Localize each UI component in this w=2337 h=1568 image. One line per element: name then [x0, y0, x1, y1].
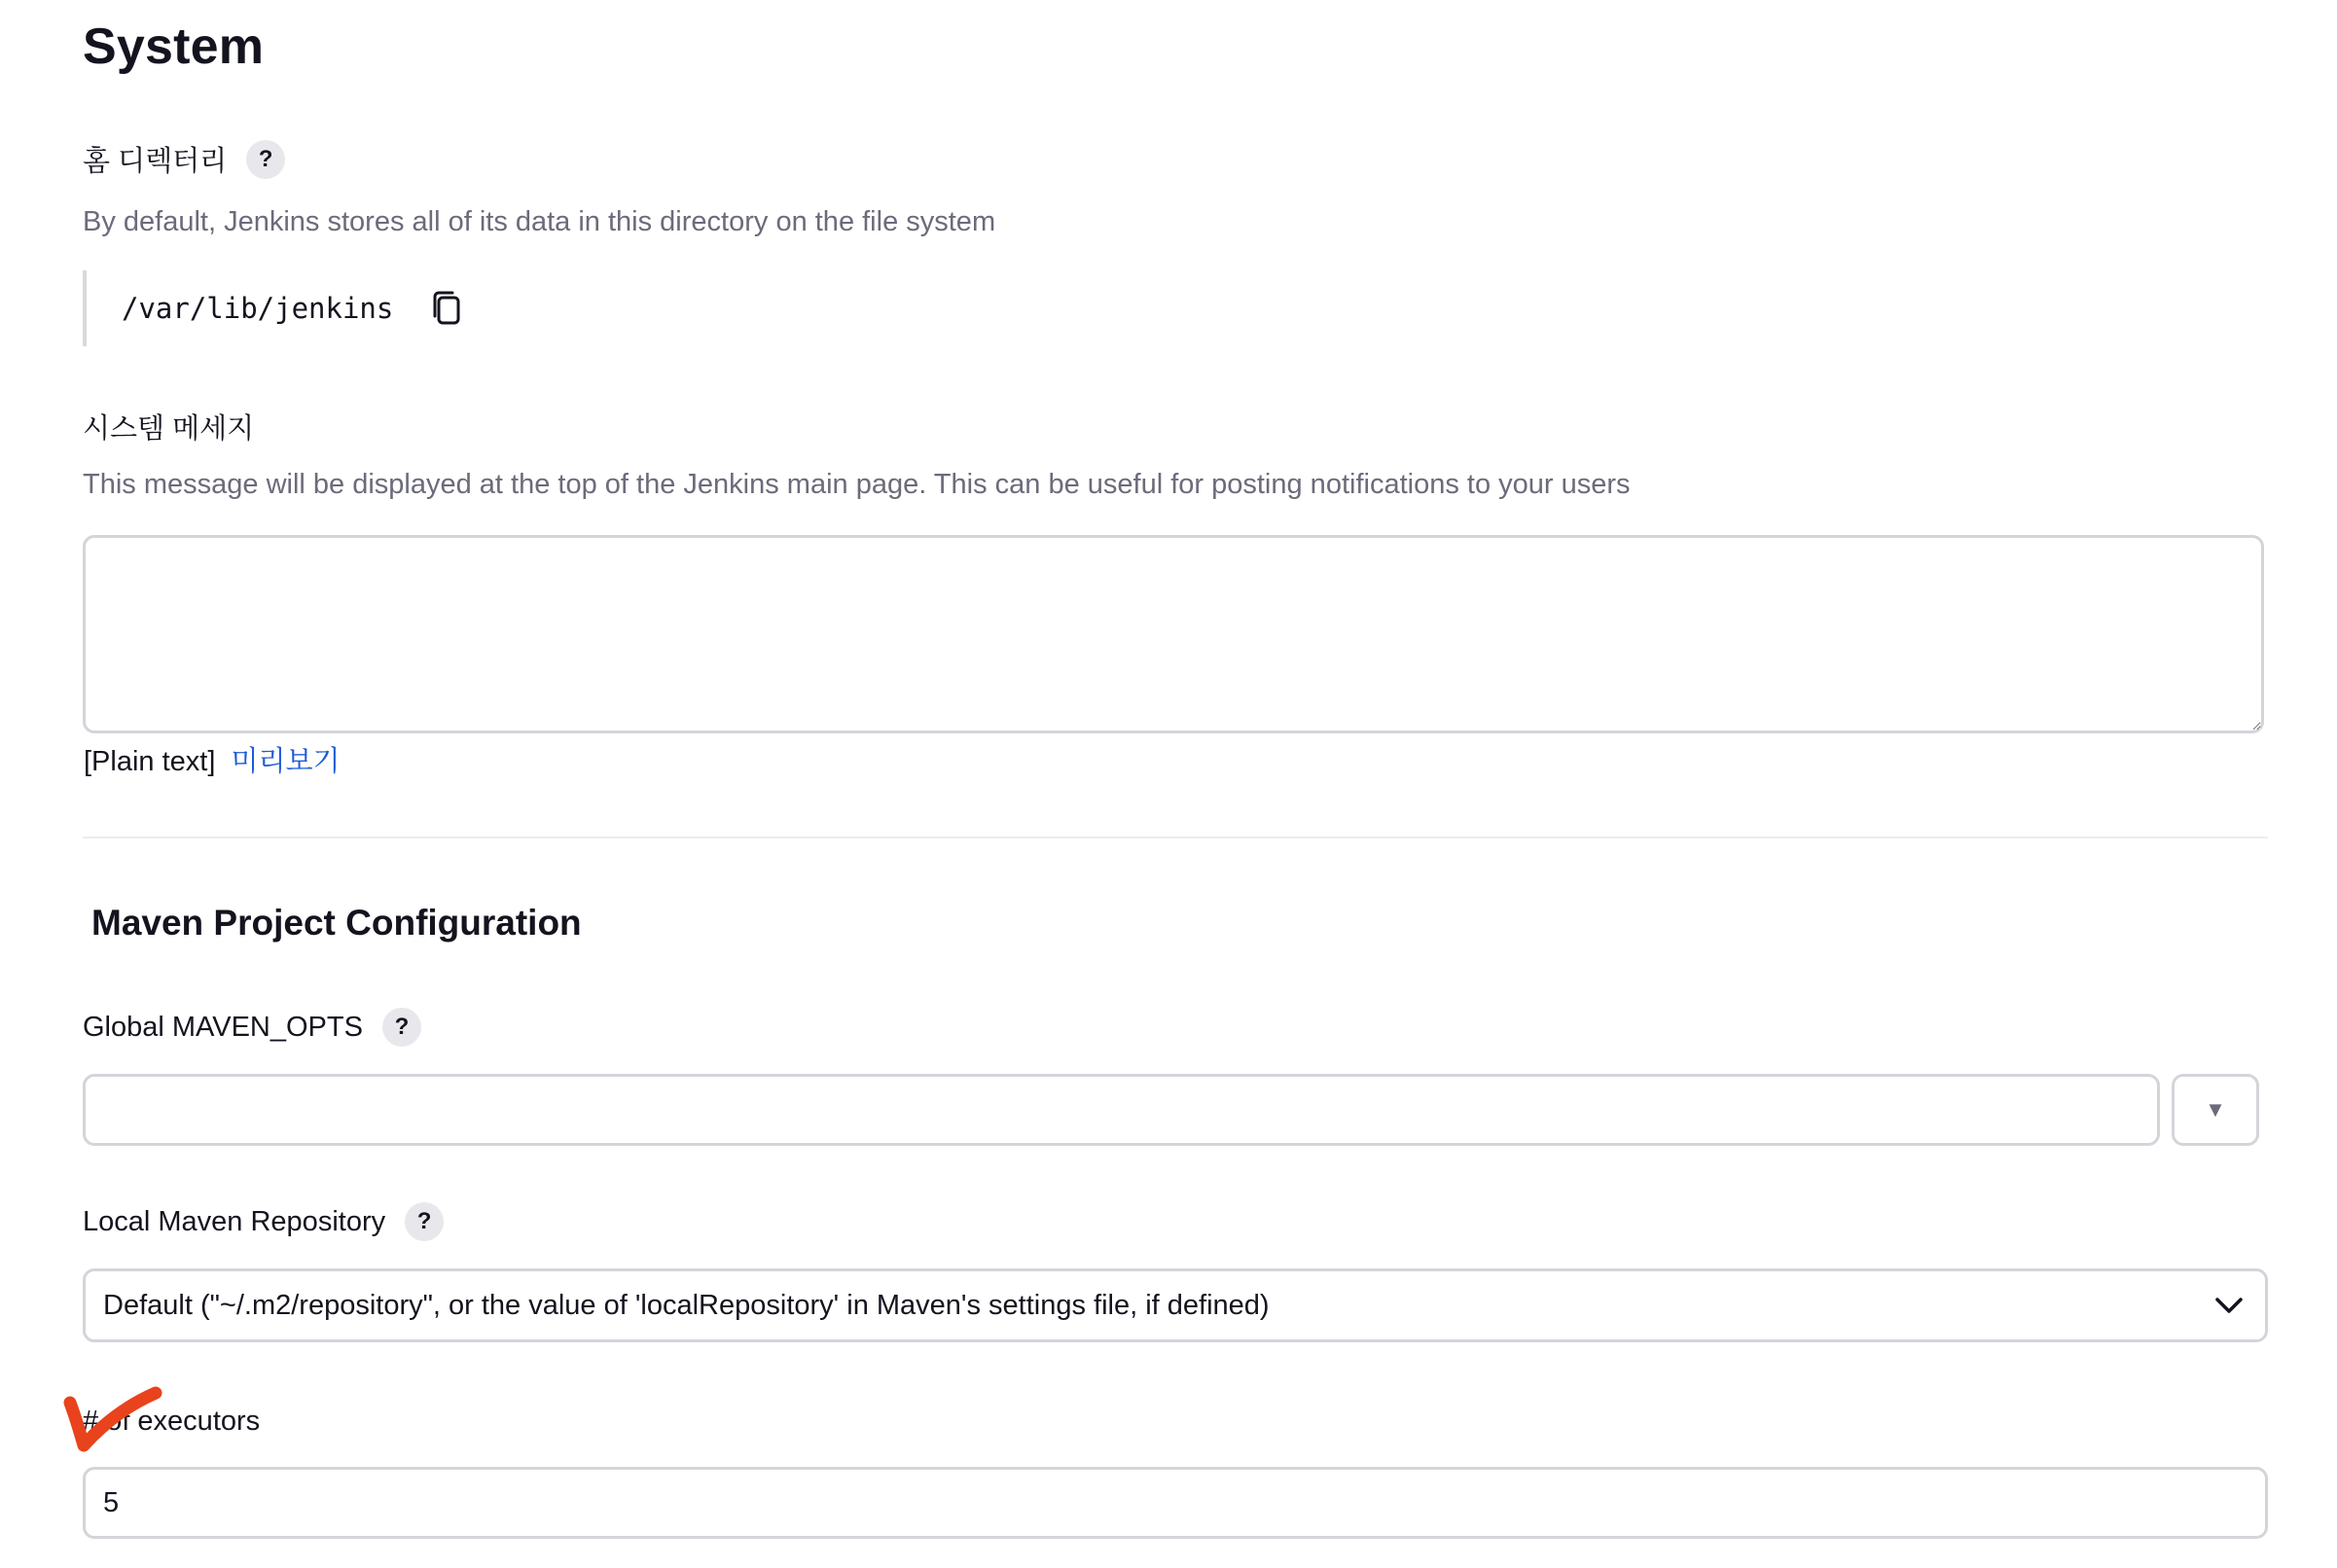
home-directory-help-button[interactable]: ?	[246, 140, 285, 179]
home-directory-value-box	[83, 270, 573, 346]
system-message-label: 시스템 메세지	[83, 413, 255, 445]
local-maven-repo-select[interactable]	[83, 1268, 2268, 1342]
page-title: System	[83, 18, 265, 75]
maven-section-title: Maven Project Configuration	[91, 903, 582, 943]
global-maven-opts-label: Global MAVEN_OPTS	[83, 1011, 363, 1043]
home-directory-path: /var/lib/jenkins	[122, 292, 394, 325]
local-maven-repo-selected-value: Default ("~/.m2/repository", or the value of 'localRepository' in Maven's settings file, if defined)	[103, 1289, 1270, 1321]
global-maven-opts-input[interactable]	[83, 1074, 2160, 1146]
home-directory-label: 홈 디렉터리	[83, 146, 228, 177]
system-message-format-row	[84, 739, 341, 779]
system-message-textarea[interactable]	[83, 535, 2264, 733]
system-message-description: This message will be displayed at the top of the Jenkins main page. This can be useful for posting notifications to your users	[83, 469, 1631, 500]
preview-link[interactable]: 미리보기	[231, 746, 341, 777]
global-maven-opts-label-row	[83, 1008, 421, 1047]
local-maven-repo-help-button[interactable]: ?	[405, 1202, 444, 1241]
executors-input[interactable]	[83, 1467, 2268, 1539]
format-note: [Plain text]	[84, 746, 216, 777]
global-maven-opts-help-button[interactable]: ?	[382, 1008, 421, 1047]
home-directory-description: By default, Jenkins stores all of its data in this directory on the file system	[83, 206, 996, 237]
global-maven-opts-expand-button[interactable]	[2172, 1074, 2259, 1146]
copy-icon[interactable]	[430, 289, 465, 328]
local-maven-repo-label: Local Maven Repository	[83, 1205, 386, 1237]
chevron-down-icon	[2214, 1296, 2244, 1315]
section-divider	[83, 837, 2268, 838]
local-maven-repo-label-row	[83, 1202, 444, 1241]
dropdown-arrow-icon: ▼	[2205, 1097, 2226, 1122]
home-directory-label-row	[83, 139, 285, 179]
executors-label: # of executors	[83, 1406, 261, 1437]
